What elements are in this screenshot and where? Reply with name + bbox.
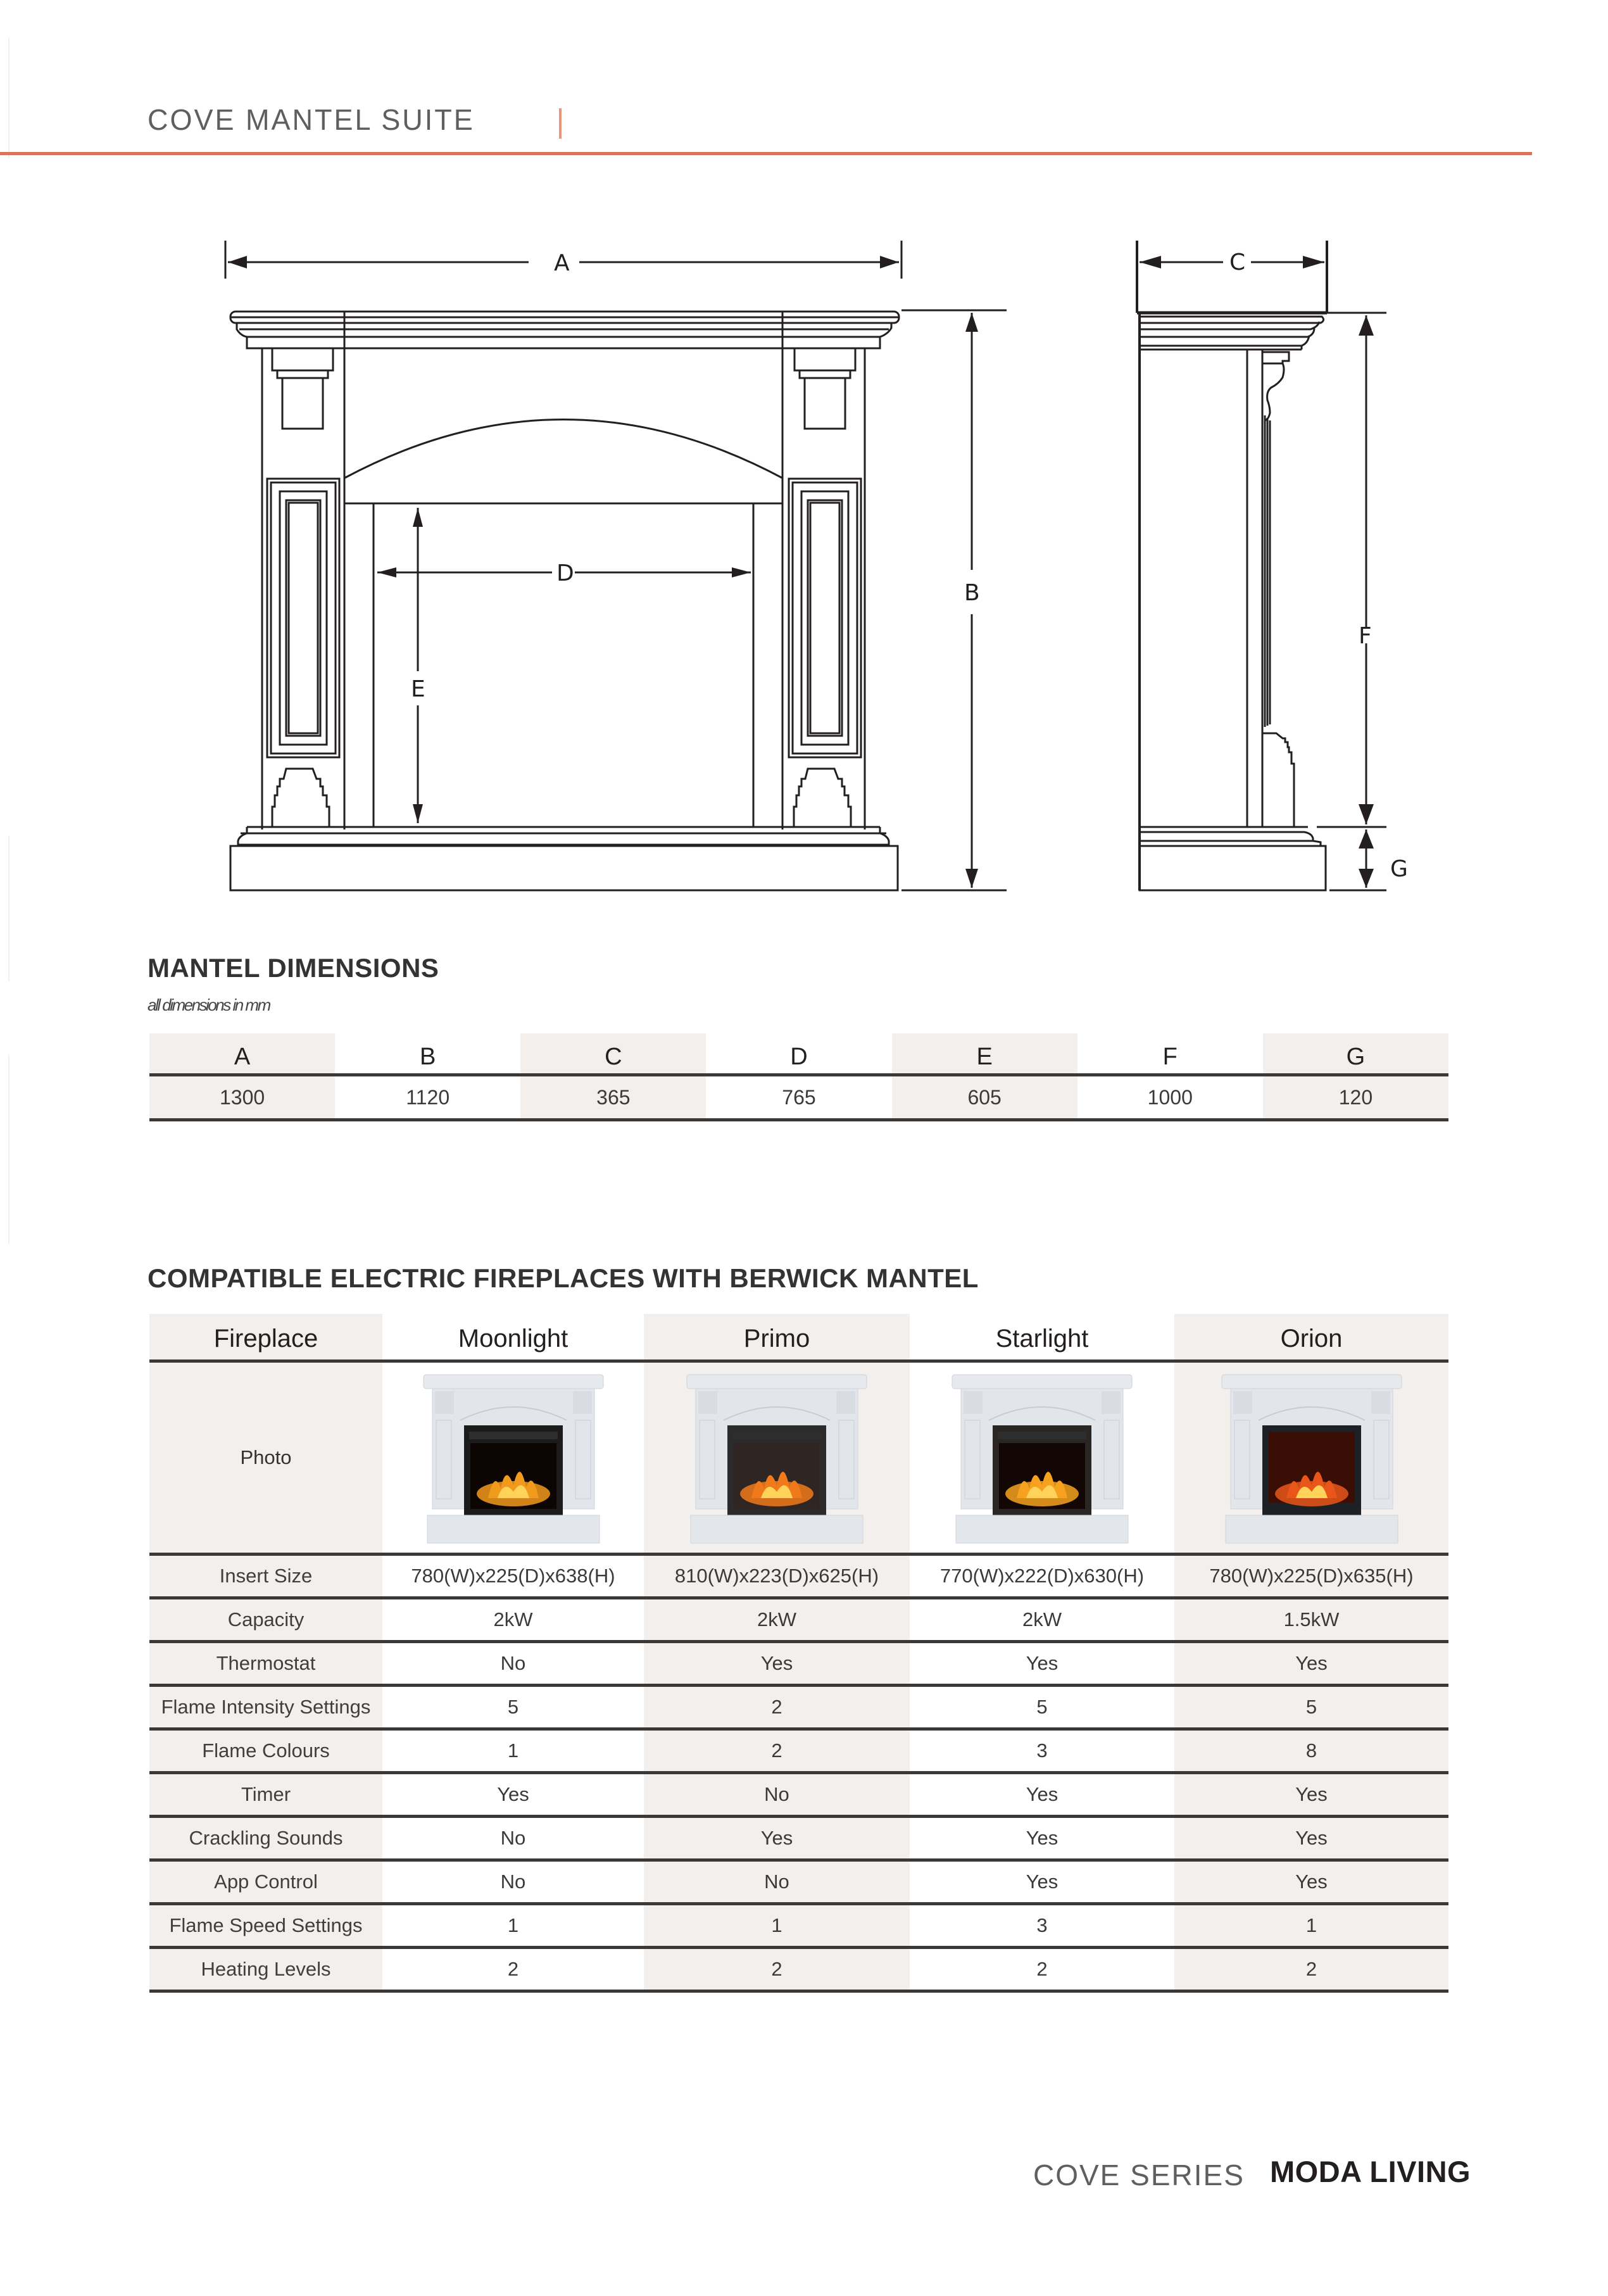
arrow-B-bottom [965, 869, 978, 888]
spec-value-starlight: Yes [1026, 1870, 1058, 1893]
table-rule [149, 1990, 1448, 1993]
spec-value-primo: 2 [644, 1687, 910, 1727]
compat-photo-row [149, 1363, 1448, 1553]
dim-label-A: A [554, 250, 570, 276]
photo-cell [644, 1363, 910, 1553]
panel-left-inner [286, 500, 320, 736]
spec-label: Flame Colours [149, 1731, 382, 1771]
mantel-dimensions-subtitle: all dimensions in mm [148, 995, 270, 1014]
compat-spec-row [149, 1862, 1448, 1902]
front-elevation-svg [209, 234, 1019, 899]
arrow-F-top [1359, 315, 1374, 336]
spec-value-orion: 5 [1174, 1687, 1448, 1727]
footer-brand-logo: MODA LIVING [1270, 2155, 1471, 2188]
spec-value-moonlight: Yes [497, 1783, 529, 1805]
dim-label-G: G [1390, 856, 1408, 882]
page-margin-line [8, 1054, 9, 1244]
fireplace-illustration [947, 1368, 1137, 1547]
spec-label: Insert Size [149, 1556, 382, 1596]
compat-spec-row [149, 1731, 1448, 1771]
arrow-C-left [1140, 256, 1161, 268]
dim-header-B: B [420, 1044, 436, 1070]
spec-value-primo: Yes [644, 1643, 910, 1684]
spec-label: Flame Speed Settings [149, 1905, 382, 1946]
model-primo: Primo [644, 1314, 910, 1359]
page-margin-line [8, 38, 9, 158]
spec-value-orion: 780(W)x225(D)x635(H) [1174, 1556, 1448, 1596]
spec-value-moonlight: No [500, 1870, 526, 1893]
hearth-base [230, 846, 898, 890]
spec-value-orion: Yes [1174, 1862, 1448, 1902]
arrow-A-left [228, 256, 247, 268]
dim-header-G: G [1263, 1033, 1448, 1073]
fireplace-illustration [418, 1368, 608, 1547]
photo-cell [1174, 1363, 1448, 1553]
corbel-left-top [272, 348, 333, 370]
header-accent-tick [559, 108, 562, 139]
spec-label: Thermostat [149, 1643, 382, 1684]
table-rule [149, 1118, 1448, 1121]
spec-value-primo: 2 [644, 1949, 910, 1990]
corbel-right-top [795, 348, 855, 370]
spec-value-primo: Yes [644, 1818, 910, 1858]
moonlight-fireplace-photo [418, 1368, 608, 1547]
page-title: COVE MANTEL SUITE [148, 103, 475, 136]
dim-value-A: 1300 [149, 1076, 335, 1118]
model-moonlight: Moonlight [458, 1324, 568, 1353]
spec-value-orion: 2 [1174, 1949, 1448, 1990]
dimensions-header-row [149, 1033, 1448, 1073]
dim-header-C: C [520, 1033, 706, 1073]
arrow-B-top [965, 313, 978, 332]
spec-label: Heating Levels [149, 1949, 382, 1990]
header-rule [0, 152, 1532, 155]
arrow-F-bottom [1359, 804, 1374, 824]
photo-row-label: Photo [149, 1363, 382, 1553]
photo-cell [910, 1363, 1174, 1553]
compat-header-row [149, 1314, 1448, 1359]
spec-value-orion: Yes [1174, 1774, 1448, 1815]
dim-value-C: 365 [520, 1076, 706, 1118]
spec-label: App Control [149, 1862, 382, 1902]
dim-value-F: 1000 [1147, 1086, 1193, 1109]
dim-header-A: A [149, 1033, 335, 1073]
page-margin-line [8, 836, 9, 981]
frieze-base [247, 337, 880, 348]
footer-series: COVE SERIES [1033, 2159, 1245, 2192]
dim-header-D: D [790, 1044, 808, 1070]
arrow-C-right [1303, 256, 1324, 268]
photo-cell [382, 1363, 644, 1553]
orion-fireplace-photo [1217, 1368, 1407, 1547]
corbel-left [282, 378, 323, 429]
spec-value-starlight: Yes [1026, 1827, 1058, 1849]
spec-value-primo: 810(W)x223(D)x625(H) [644, 1556, 910, 1596]
mantel-dimensions-title: MANTEL DIMENSIONS [148, 953, 439, 983]
dim-header-E: E [892, 1033, 1077, 1073]
spec-value-moonlight: No [500, 1652, 526, 1674]
spec-value-moonlight: 1 [507, 1914, 519, 1936]
spec-value-starlight: 3 [1036, 1914, 1048, 1936]
dim-label-B: B [964, 580, 980, 606]
dim-label-E: E [411, 676, 425, 702]
spec-value-orion: Yes [1174, 1818, 1448, 1858]
spec-value-starlight: 5 [1036, 1696, 1048, 1718]
arrow-G-top [1359, 829, 1374, 848]
spec-value-moonlight: No [500, 1827, 526, 1849]
dim-value-E: 605 [892, 1076, 1077, 1118]
starlight-fireplace-photo [947, 1368, 1137, 1547]
side-elevation-drawing [1121, 234, 1424, 899]
spec-value-primo: 2 [644, 1731, 910, 1771]
fireplace-illustration [1217, 1368, 1407, 1547]
dim-header-F: F [1162, 1044, 1178, 1070]
panel-right-inner [808, 500, 842, 736]
spec-value-starlight: 2 [1036, 1958, 1048, 1980]
mantel-dimensions-table [149, 1033, 1448, 1121]
arrow-D-right [732, 567, 751, 577]
spec-value-starlight: Yes [1026, 1783, 1058, 1805]
compat-spec-row [149, 1556, 1448, 1596]
compat-spec-row [149, 1818, 1448, 1858]
spec-value-starlight: Yes [1026, 1652, 1058, 1674]
arrow-A-right [880, 256, 899, 268]
front-elevation-drawing [209, 234, 1019, 899]
spec-value-moonlight: 5 [507, 1696, 519, 1718]
spec-value-moonlight: 780(W)x225(D)x638(H) [411, 1565, 615, 1587]
spec-value-moonlight: 2 [507, 1958, 519, 1980]
spec-value-primo: No [644, 1774, 910, 1815]
compat-spec-row [149, 1643, 1448, 1684]
panel-right-outer [789, 479, 861, 757]
dim-value-B: 1120 [406, 1086, 450, 1109]
spec-value-orion: 1 [1174, 1905, 1448, 1946]
arrow-E-bottom [413, 804, 423, 823]
dim-label-F: F [1359, 623, 1372, 649]
arrow-E-top [413, 508, 423, 527]
compat-header-label: Fireplace [149, 1314, 382, 1359]
spec-value-moonlight: 2kW [493, 1608, 533, 1631]
spec-value-orion: Yes [1174, 1643, 1448, 1684]
side-corbel [1265, 363, 1284, 423]
compatible-fireplaces-title: COMPATIBLE ELECTRIC FIREPLACES WITH BERWICK MANTEL [148, 1263, 979, 1293]
compat-spec-row [149, 1687, 1448, 1727]
spec-value-primo: 1 [644, 1905, 910, 1946]
compat-spec-row [149, 1949, 1448, 1990]
dim-label-C: C [1229, 249, 1246, 275]
spec-value-orion: 1.5kW [1174, 1599, 1448, 1640]
fireplace-illustration [682, 1368, 872, 1547]
compat-spec-row [149, 1599, 1448, 1640]
spec-label: Timer [149, 1774, 382, 1815]
model-orion: Orion [1174, 1314, 1448, 1359]
spec-value-primo: No [644, 1862, 910, 1902]
dim-value-D: 765 [782, 1086, 816, 1109]
arrow-D-left [377, 567, 396, 577]
spec-label: Flame Intensity Settings [149, 1687, 382, 1727]
arrow-G-bottom [1359, 869, 1374, 888]
dimensions-value-row [149, 1076, 1448, 1118]
spec-value-starlight: 770(W)x222(D)x630(H) [939, 1565, 1145, 1587]
spec-label: Crackling Sounds [149, 1818, 382, 1858]
corbel-right [805, 378, 845, 429]
compat-spec-row [149, 1905, 1448, 1946]
dim-value-G: 120 [1263, 1076, 1448, 1118]
spec-value-orion: 8 [1174, 1731, 1448, 1771]
side-hearth-base [1140, 846, 1326, 890]
compat-body [149, 1556, 1448, 1993]
panel-left-outer [267, 479, 339, 757]
plinth-right [794, 769, 851, 827]
compat-spec-row [149, 1774, 1448, 1815]
primo-fireplace-photo [682, 1368, 872, 1547]
spec-value-starlight: 2kW [1022, 1608, 1062, 1631]
spec-label: Capacity [149, 1599, 382, 1640]
spec-value-starlight: 3 [1036, 1739, 1048, 1762]
spec-value-primo: 2kW [644, 1599, 910, 1640]
arch [344, 420, 782, 479]
model-starlight: Starlight [995, 1324, 1089, 1353]
side-elevation-svg [1121, 234, 1424, 899]
spec-value-moonlight: 1 [507, 1739, 519, 1762]
compatible-fireplaces-table [149, 1314, 1448, 1993]
dim-label-D: D [556, 560, 574, 586]
plinth-left [272, 769, 329, 827]
